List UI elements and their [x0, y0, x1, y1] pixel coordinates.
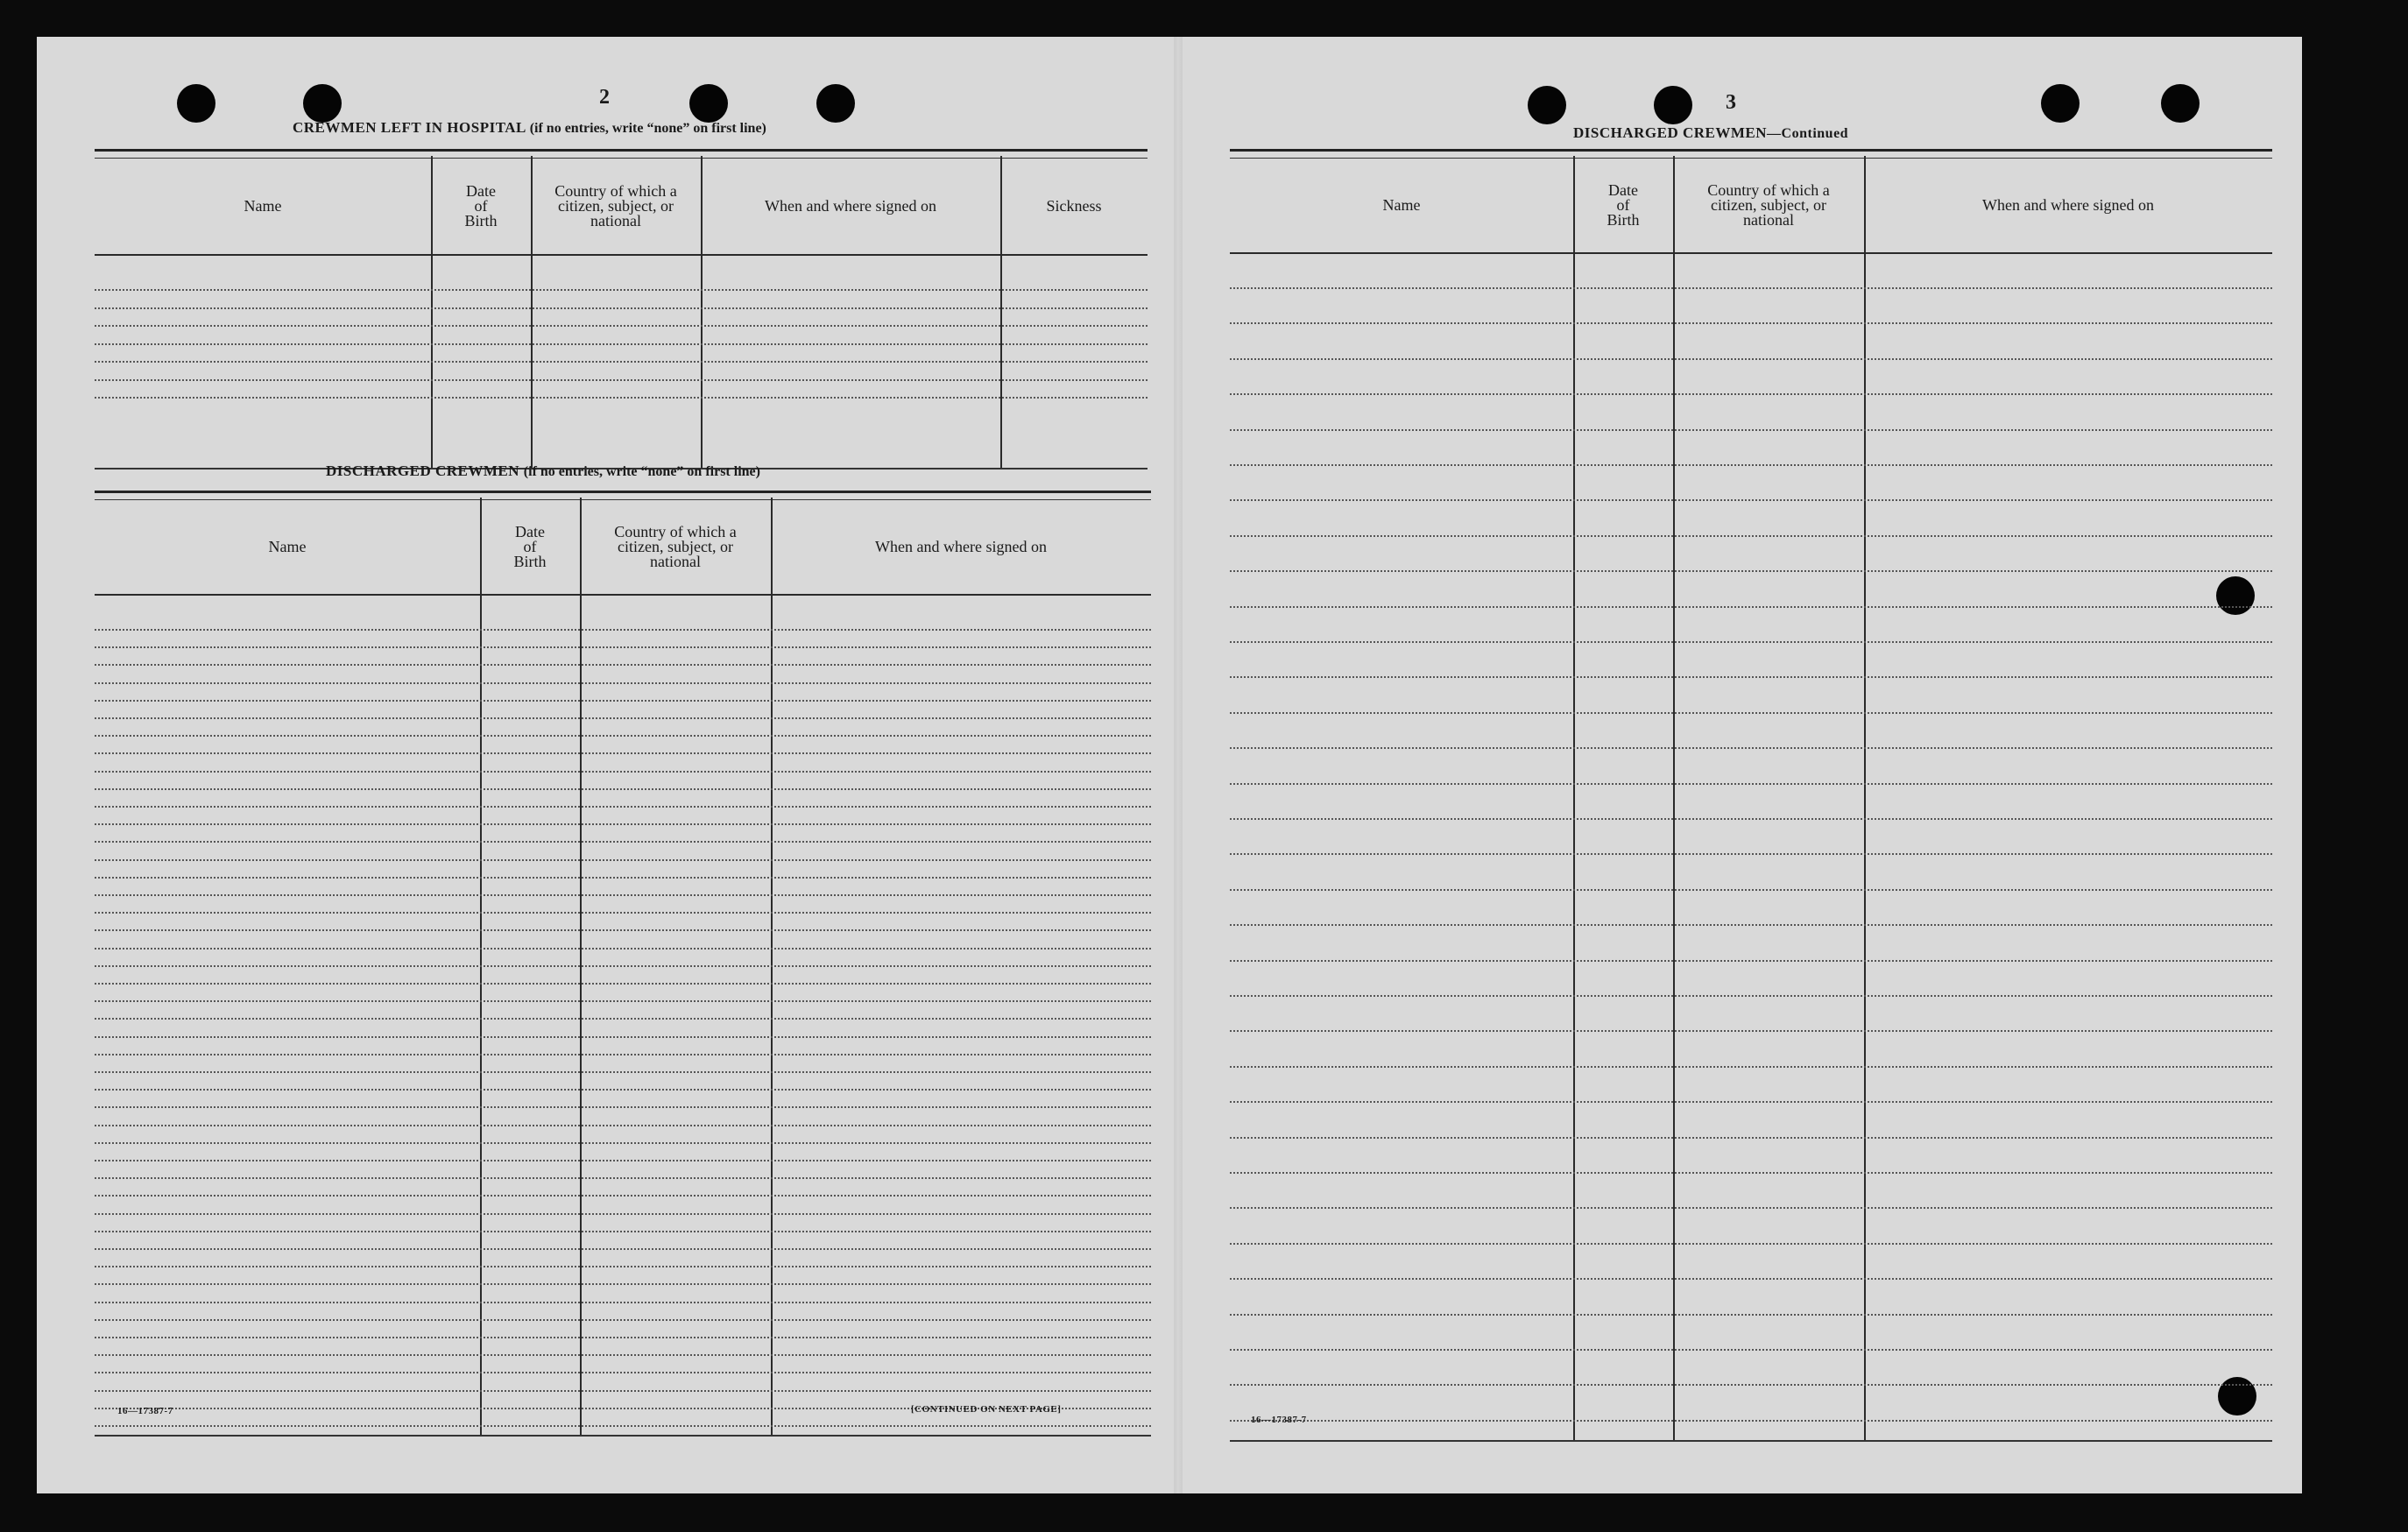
column-header-hospital-1: Name [244, 196, 282, 215]
entry-row-line [1230, 676, 2272, 678]
form-number: 16—17387-7 [1251, 1415, 1307, 1425]
entry-row-line [1230, 393, 2272, 395]
continued-note: [CONTINUED ON NEXT PAGE] [911, 1404, 1062, 1415]
entry-row-line [95, 1266, 1151, 1267]
column-header-discharged-1: Name [268, 537, 307, 555]
entry-row-line [95, 379, 1148, 381]
entry-row-line [95, 646, 1151, 648]
page-number: 2 [599, 86, 610, 109]
column-header-continued-4: When and where signed on [1982, 195, 2154, 214]
entry-row-line [95, 1195, 1151, 1197]
entry-row-line [95, 823, 1151, 825]
entry-row-line [1230, 1384, 2272, 1386]
entry-row-line [95, 1125, 1151, 1126]
entry-row-line [95, 1425, 1151, 1427]
entry-row-line [95, 1089, 1151, 1091]
entry-row-line [95, 1160, 1151, 1161]
entry-row-line [95, 361, 1148, 363]
entry-row-line [1230, 853, 2272, 855]
entry-row-line [1230, 1207, 2272, 1209]
header-rule [1230, 252, 2272, 254]
column-divider [1573, 156, 1575, 1440]
entry-row-line [95, 929, 1151, 931]
discharged-continued-table [1230, 149, 2272, 1442]
entry-row-line [1230, 783, 2272, 785]
column-header-continued-2: Date of Birth [1607, 180, 1640, 229]
entry-row-line [95, 717, 1151, 719]
entry-row-line [1230, 641, 2272, 643]
entry-row-line [95, 877, 1151, 879]
column-header-hospital-2: Date of Birth [464, 181, 498, 229]
punch-hole [816, 84, 855, 123]
entry-row-line [95, 841, 1151, 843]
entry-row-line [95, 1231, 1151, 1232]
entry-row-line [1230, 322, 2272, 324]
entry-row-line [95, 1018, 1151, 1020]
punch-hole [1654, 86, 1692, 124]
entry-row-line [1230, 358, 2272, 360]
discharged-title-text: DISCHARGED CREWMEN [326, 462, 520, 479]
continued-suffix: —Continued [1767, 126, 1849, 141]
entry-row-line [95, 700, 1151, 702]
discharged-table [95, 491, 1151, 1437]
column-divider [1000, 156, 1002, 468]
entry-row-line [1230, 818, 2272, 820]
entry-row-line [95, 912, 1151, 914]
punch-hole [2161, 84, 2200, 123]
entry-row-line [95, 894, 1151, 896]
discharged-section-title [326, 462, 760, 480]
entry-row-line [1230, 287, 2272, 289]
entry-row-line [95, 1142, 1151, 1144]
entry-row-line [1230, 1420, 2272, 1422]
entry-row-line [1230, 889, 2272, 891]
hospital-section-title [293, 119, 766, 137]
entry-row-line [1230, 1278, 2272, 1280]
column-divider [431, 156, 433, 468]
entry-row-line [1230, 1101, 2272, 1103]
entry-row-line [95, 752, 1151, 754]
entry-row-line [95, 307, 1148, 309]
column-divider [701, 156, 703, 468]
entry-row-line [95, 1337, 1151, 1338]
entry-row-line [95, 664, 1151, 666]
page-number: 3 [1726, 91, 1736, 114]
discharged-continued-text: DISCHARGED CREWMEN [1573, 124, 1768, 141]
column-divider [1864, 156, 1866, 1440]
entry-row-line [1230, 499, 2272, 501]
entry-row-line [95, 1319, 1151, 1321]
punch-hole [177, 84, 215, 123]
entry-row-line [95, 1372, 1151, 1373]
column-divider [531, 156, 533, 468]
entry-row-line [95, 771, 1151, 773]
entry-row-line [1230, 712, 2272, 714]
entry-row-line [95, 1036, 1151, 1038]
entry-row-line [1230, 1066, 2272, 1068]
punch-hole [1528, 86, 1566, 124]
entry-row-line [1230, 1137, 2272, 1139]
hospital-table [95, 149, 1148, 473]
punch-hole [303, 84, 342, 123]
table-bottom-rule [1230, 1440, 2272, 1442]
column-header-hospital-3: Country of which a citizen, subject, or national [554, 181, 677, 229]
column-header-discharged-3: Country of which a citizen, subject, or national [614, 522, 737, 570]
punch-hole [2041, 84, 2080, 123]
entry-row-line [1230, 995, 2272, 997]
entry-row-line [1230, 1314, 2272, 1316]
entry-row-line [1230, 535, 2272, 537]
punch-hole [689, 84, 728, 123]
entry-row-line [95, 289, 1148, 291]
entry-row-line [1230, 606, 2272, 608]
document-sheet [37, 37, 2302, 1493]
column-header-continued-3: Country of which a citizen, subject, or national [1707, 180, 1830, 229]
header-rule [95, 594, 1151, 596]
entry-row-line [1230, 429, 2272, 431]
entry-row-line [95, 397, 1148, 399]
entry-row-line [1230, 924, 2272, 926]
hospital-title-text: CREWMEN LEFT IN HOSPITAL [293, 119, 526, 136]
entry-row-line [95, 859, 1151, 861]
entry-row-line [95, 325, 1148, 327]
hospital-instruction: (if no entries, write “none” on first line) [529, 121, 766, 136]
table-bottom-rule [95, 1435, 1151, 1437]
entry-row-line [95, 806, 1151, 808]
form-number: 16—17387-7 [117, 1406, 173, 1416]
entry-row-line [95, 1071, 1151, 1073]
entry-row-line [95, 948, 1151, 950]
entry-row-line [95, 682, 1151, 684]
entry-row-line [1230, 747, 2272, 749]
entry-row-line [1230, 570, 2272, 572]
entry-row-line [95, 343, 1148, 345]
entry-row-line [95, 1213, 1151, 1215]
entry-row-line [95, 629, 1151, 631]
entry-row-line [95, 1354, 1151, 1356]
entry-row-line [95, 788, 1151, 790]
column-header-hospital-4: When and where signed on [765, 196, 936, 215]
entry-row-line [1230, 1349, 2272, 1351]
column-divider [1673, 156, 1675, 1440]
entry-row-line [95, 735, 1151, 737]
entry-row-line [95, 965, 1151, 967]
entry-row-line [95, 1054, 1151, 1055]
entry-row-line [95, 1390, 1151, 1392]
column-header-discharged-4: When and where signed on [875, 537, 1047, 555]
column-header-discharged-2: Date of Birth [513, 522, 547, 570]
entry-row-line [1230, 960, 2272, 962]
page-fold [1174, 37, 1183, 1493]
entry-row-line [1230, 464, 2272, 466]
column-header-hospital-5: Sickness [1046, 196, 1102, 215]
entry-row-line [95, 1000, 1151, 1002]
discharged-continued-title [1573, 124, 1848, 142]
header-rule [95, 254, 1148, 256]
entry-row-line [95, 983, 1151, 985]
entry-row-line [95, 1106, 1151, 1108]
entry-row-line [1230, 1172, 2272, 1174]
discharged-instruction: (if no entries, write “none” on first line) [523, 464, 760, 479]
entry-row-line [95, 1302, 1151, 1303]
entry-row-line [1230, 1243, 2272, 1245]
entry-row-line [95, 1248, 1151, 1250]
entry-row-line [95, 1177, 1151, 1179]
entry-row-line [1230, 1030, 2272, 1032]
column-header-continued-1: Name [1382, 195, 1421, 214]
entry-row-line [95, 1283, 1151, 1285]
